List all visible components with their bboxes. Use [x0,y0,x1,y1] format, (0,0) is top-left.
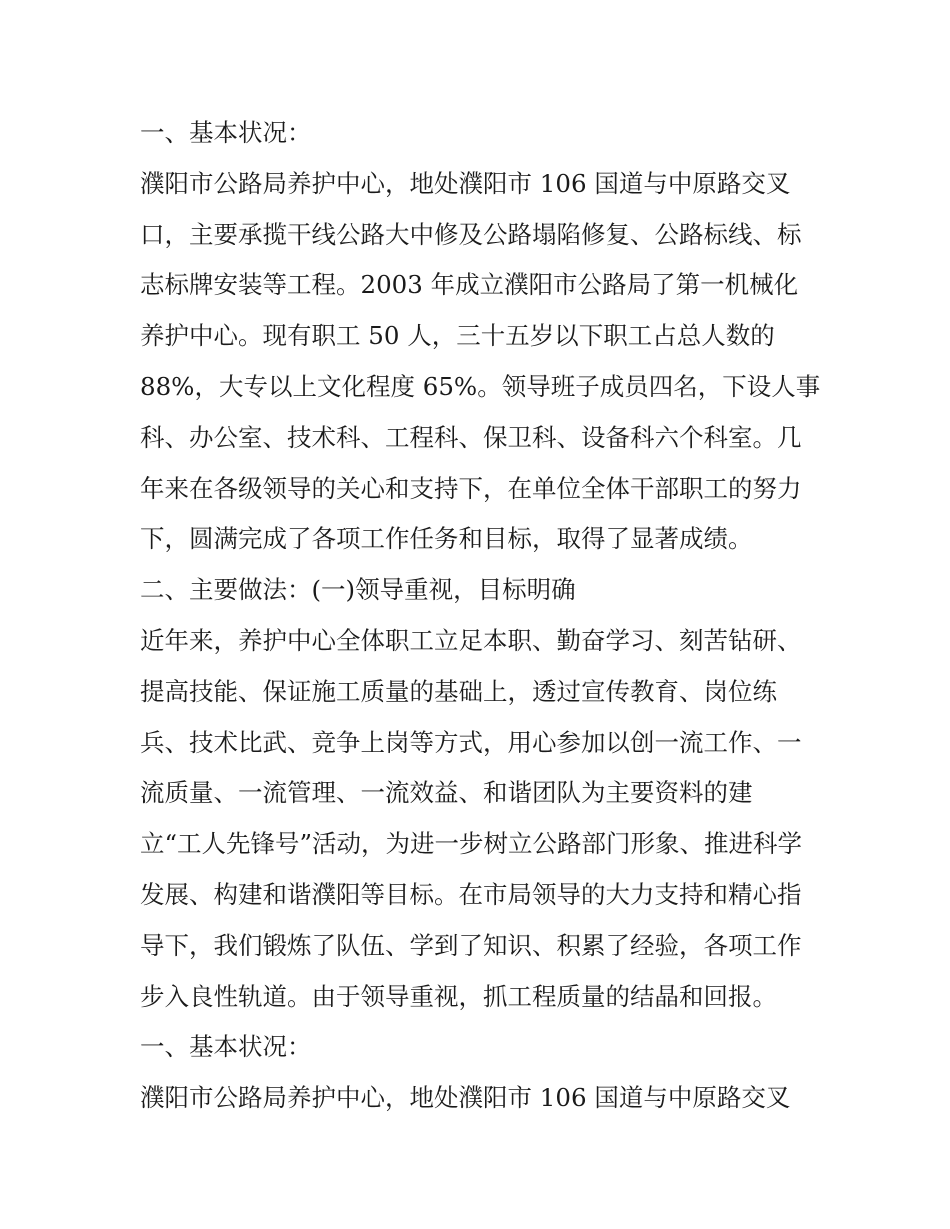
text-line: 发展、构建和谐濮阳等目标。在市局领导的大力支持和精心指 [140,879,802,909]
document-body [140,108,820,1124]
text-line: 志标牌安装等工程。2003 年成立濮阳市公路局了第一机械化 [140,270,799,300]
text-line: 口，主要承揽干线公路大中修及公路塌陷修复、公路标线、标 [140,219,802,249]
section-heading-main-practices: 二、主要做法：(一)领导重视，目标明确 [140,575,576,605]
text-line: 立“工人先锋号”活动，为进一步树立公路部门形象、推进科学 [140,829,803,859]
text-line: 科、办公室、技术科、工程科、保卫科、设备科六个科室。几 [140,422,802,452]
text-line: 流质量、一流管理、一流效益、和谐团队为主要资料的建 [140,778,753,808]
text-line: 年来在各级领导的关心和支持下，在单位全体干部职工的努力 [140,473,802,503]
text-line: 兵、技术比武、竞争上岗等方式，用心参加以创一流工作、一 [140,727,802,757]
section-heading-basic-status: 一、基本状况： [140,118,312,147]
text-line: 濮阳市公路局养护中心，地处濮阳市 106 国道与中原路交叉 [140,168,791,198]
text-line: 濮阳市公路局养护中心，地处濮阳市 106 国道与中原路交叉 [140,1083,791,1113]
text-line: 养护中心。现有职工 50 人，三十五岁以下职工占总人数的 [140,321,775,351]
text-line: 提高技能、保证施工质量的基础上，透过宣传教育、岗位练 [140,676,777,706]
section-heading-basic-status-repeat: 一、基本状况： [140,1032,312,1062]
text-line: 导下，我们锻炼了队伍、学到了知识、积累了经验，各项工作 [140,930,802,960]
text-line: 下，圆满完成了各项工作任务和目标，取得了显著成绩。 [140,524,753,554]
text-line: 步入良性轨道。由于领导重视，抓工程质量的结晶和回报。 [140,981,777,1011]
text-line: 88%，大专以上文化程度 65%。领导班子成员四名，下设人事 [140,371,821,401]
text-line: 近年来，养护中心全体职工立足本职、勤奋学习、刻苦钻研、 [140,625,802,655]
